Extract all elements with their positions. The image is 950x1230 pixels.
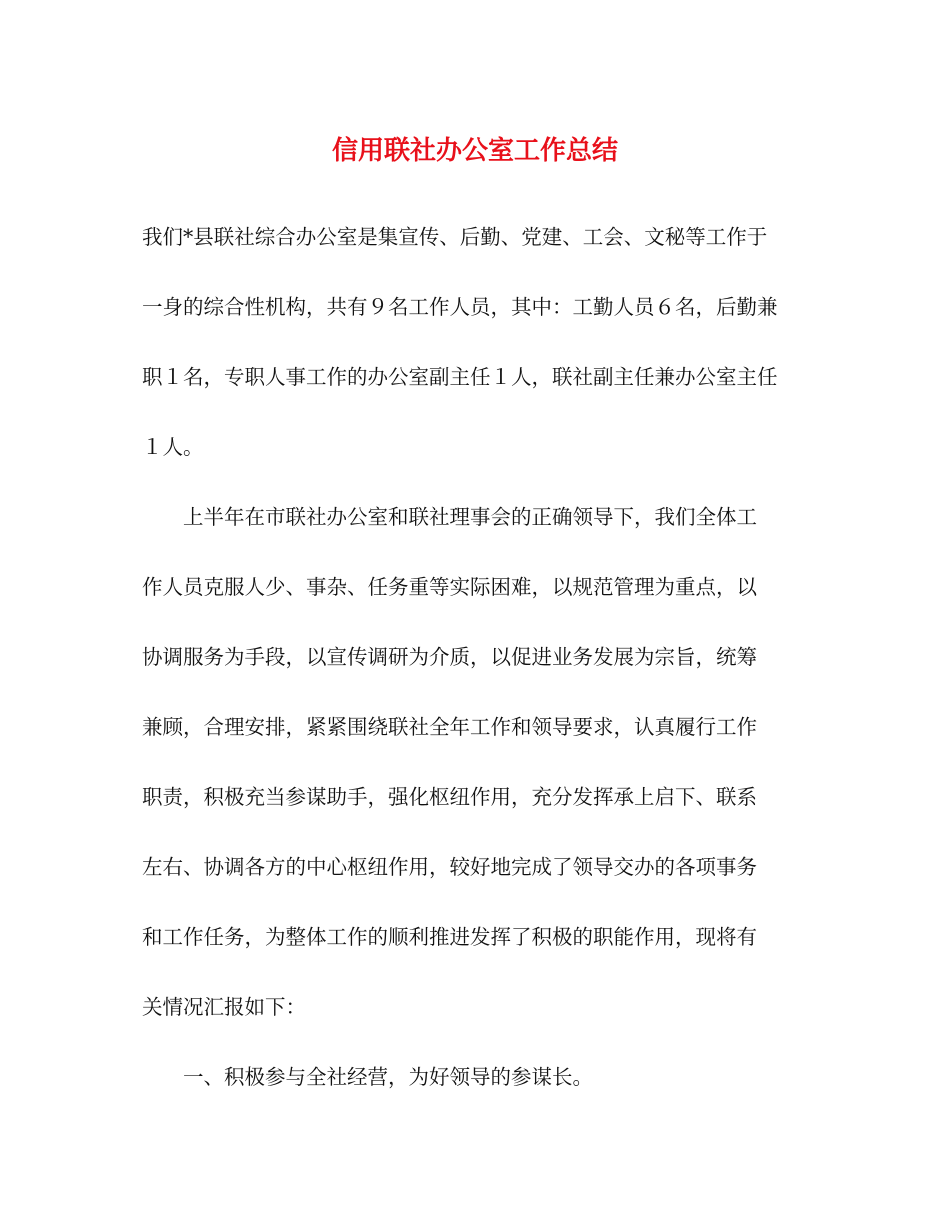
paragraph-1 bbox=[142, 214, 812, 470]
paragraph-line: １人。 bbox=[142, 435, 204, 459]
document-title: 信用联社办公室工作总结 bbox=[331, 136, 618, 166]
paragraph-line: 兼顾，合理安排，紧紧围绕联社全年工作和领导要求，认真履行工作 bbox=[142, 715, 757, 739]
paragraph-line: 职１名，专职人事工作的办公室副主任１人，联社副主任兼办公室主任 bbox=[142, 365, 778, 389]
paragraph-line: 和工作任务，为整体工作的顺利推进发挥了积极的职能作用，现将有 bbox=[142, 925, 757, 949]
paragraph-line: 上半年在市联社办公室和联社理事会的正确领导下，我们全体工 bbox=[183, 505, 757, 529]
paragraph-line: 我们*县联社综合办公室是集宣传、后勤、党建、工会、文秘等工作于 bbox=[142, 225, 768, 249]
paragraph-line: 协调服务为手段，以宣传调研为介质，以促进业务发展为宗旨，统筹 bbox=[142, 645, 757, 669]
paragraph-line: 职责，积极充当参谋助手，强化枢纽作用，充分发挥承上启下、联系 bbox=[142, 785, 757, 809]
paragraph-2 bbox=[142, 494, 812, 1030]
paragraph-line: 作人员克服人少、事杂、任务重等实际困难，以规范管理为重点，以 bbox=[142, 575, 757, 599]
paragraph-line: 左右、协调各方的中心枢纽作用，较好地完成了领导交办的各项事务 bbox=[142, 855, 757, 879]
section-heading-1 bbox=[142, 1054, 812, 1100]
section-heading-text: 一、积极参与全社经营，为好领导的参谋长。 bbox=[183, 1065, 593, 1089]
document-body bbox=[142, 214, 812, 1124]
paragraph-line: 一身的综合性机构，共有９名工作人员，其中：工勤人员６名，后勤兼 bbox=[142, 295, 778, 319]
paragraph-line: 关情况汇报如下： bbox=[142, 995, 306, 1019]
